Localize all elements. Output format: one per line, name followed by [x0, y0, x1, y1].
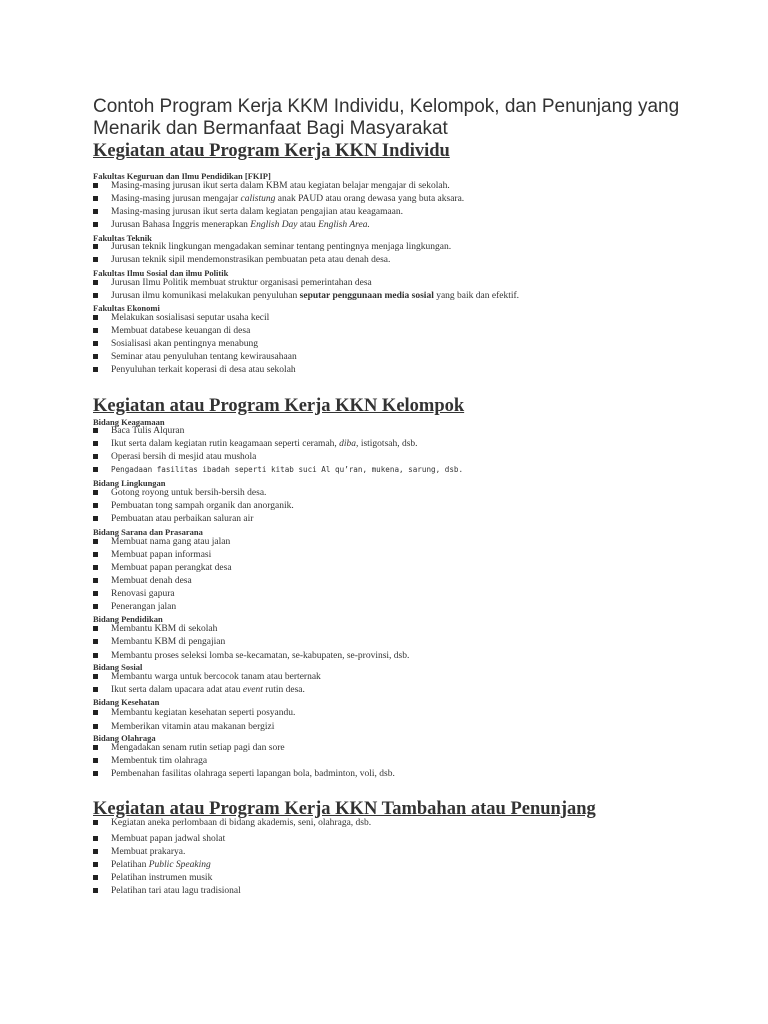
- group-label: Bidang Olahraga: [93, 733, 156, 743]
- square-bullet-icon: [93, 244, 98, 249]
- square-bullet-icon: [93, 639, 98, 644]
- list-item-text: Membantu KBM di sekolah: [111, 624, 218, 634]
- square-bullet-icon: [93, 836, 98, 841]
- group-label: Bidang Pendidikan: [93, 614, 163, 624]
- list-item-text: Membentuk tim olahraga: [111, 756, 208, 766]
- list-item-text: Masing-masing jurusan ikut serta dalam KBM atau kegiatan belajar mengajar di sekolah.: [111, 181, 450, 191]
- list-item-text: Melakukan sosialisasi seputar usaha kecil: [111, 313, 270, 323]
- square-bullet-icon: [93, 222, 98, 227]
- square-bullet-icon: [93, 257, 98, 262]
- square-bullet-icon: [93, 578, 98, 583]
- square-bullet-icon: [93, 280, 98, 285]
- square-bullet-icon: [93, 428, 98, 433]
- list-item-text: Membuat nama gang atau jalan: [111, 537, 231, 547]
- list-item-text: Membantu kegiatan kesehatan seperti posyandu.: [111, 708, 296, 718]
- list-item-text: Pelatihan Public Speaking: [111, 860, 211, 870]
- group-label: Bidang Keagamaan: [93, 417, 165, 427]
- list-item-text: Jurusan Ilmu Politik membuat struktur organisasi pemerintahan desa: [111, 278, 372, 288]
- square-bullet-icon: [93, 341, 98, 346]
- list-item-text: Masing-masing jurusan mengajar calistung anak PAUD atau orang dewasa yang buta aksara.: [111, 194, 465, 204]
- list-item-text: Ikut serta dalam upacara adat atau event rutin desa.: [111, 685, 305, 695]
- section-heading: Kegiatan atau Program Kerja KKN Kelompok: [93, 396, 465, 416]
- group-label: Bidang Sarana dan Prasarana: [93, 527, 203, 537]
- square-bullet-icon: [93, 209, 98, 214]
- group-label: Bidang Kesehatan: [93, 697, 160, 707]
- list-item-text: Operasi bersih di mesjid atau mushola: [111, 452, 257, 462]
- list-item-text: Mengadakan senam rutin setiap pagi dan sore: [111, 743, 285, 753]
- list-item-text: Pembenahan fasilitas olahraga seperti lapangan bola, badminton, voli, dsb.: [111, 769, 395, 779]
- square-bullet-icon: [93, 516, 98, 521]
- group-label: Fakultas Teknik: [93, 233, 152, 243]
- list-item-text: Jurusan Bahasa Inggris menerapkan English Day atau English Area.: [111, 220, 370, 230]
- list-item-text: Membantu KBM di pengajian: [111, 637, 226, 647]
- list-item-text: Pembuatan atau perbaikan saluran air: [111, 514, 254, 524]
- list-item-text: Pelatihan instrumen musik: [111, 873, 213, 883]
- square-bullet-icon: [93, 183, 98, 188]
- list-item-text: Penyuluhan terkait koperasi di desa atau sekolah: [111, 365, 296, 375]
- section-heading: Kegiatan atau Program Kerja KKN Individu: [93, 141, 450, 161]
- list-item-text: Sosialisasi akan pentingnya menabung: [111, 339, 258, 349]
- list-item-text: Membuat papan jadwal sholat: [111, 834, 226, 844]
- list-item-text: Jurusan teknik sipil mendemonstrasikan pembuatan peta atau denah desa.: [111, 255, 391, 265]
- square-bullet-icon: [93, 441, 98, 446]
- square-bullet-icon: [93, 454, 98, 459]
- square-bullet-icon: [93, 710, 98, 715]
- list-item-text: Jurusan ilmu komunikasi melakukan penyuluhan seputar penggunaan media sosial yang baik dan efektif.: [111, 291, 520, 301]
- square-bullet-icon: [93, 724, 98, 729]
- square-bullet-icon: [93, 565, 98, 570]
- list-item-text: Pembuatan tong sampah organik dan anorganik.: [111, 501, 294, 511]
- square-bullet-icon: [93, 490, 98, 495]
- square-bullet-icon: [93, 604, 98, 609]
- list-item-text: Ikut serta dalam kegiatan rutin keagamaan seperti ceramah, diba, istigotsah, dsb.: [111, 439, 418, 449]
- list-item-text: Memberikan vitamin atau makanan bergizi: [111, 722, 275, 732]
- group-label: Fakultas Ekonomi: [93, 303, 160, 313]
- square-bullet-icon: [93, 875, 98, 880]
- square-bullet-icon: [93, 653, 98, 658]
- square-bullet-icon: [93, 674, 98, 679]
- square-bullet-icon: [93, 888, 98, 893]
- square-bullet-icon: [93, 862, 98, 867]
- list-item-text: Penerangan jalan: [111, 602, 177, 612]
- list-item-text: Membuat denah desa: [111, 576, 192, 586]
- list-item-text: Membantu warga untuk bercocok tanam atau berternak: [111, 672, 321, 682]
- list-item-text: Renovasi gapura: [111, 589, 175, 599]
- list-item-text: Baca Tulis Alquran: [111, 426, 185, 436]
- list-item-text: Gotong royong untuk bersih-bersih desa.: [111, 488, 267, 498]
- list-item-text: Pengadaan fasilitas ibadah seperti kitab suci Al qu’ran, mukena, sarung, dsb.: [111, 465, 464, 474]
- list-item-text: Pelatihan tari atau lagu tradisional: [111, 886, 241, 896]
- square-bullet-icon: [93, 539, 98, 544]
- list-item-text: Membuat papan perangkat desa: [111, 563, 232, 573]
- square-bullet-icon: [93, 467, 98, 472]
- document-title: Contoh Program Kerja KKM Individu, Kelompok, dan Penunjang yang Menarik dan Bermanfaat Bagi Masyarakat: [93, 96, 680, 139]
- square-bullet-icon: [93, 687, 98, 692]
- list-item-text: Membuat prakarya.: [111, 847, 186, 857]
- group-label: Fakultas Keguruan dan Ilmu Pendidikan [FKIP]: [93, 171, 271, 181]
- square-bullet-icon: [93, 315, 98, 320]
- square-bullet-icon: [93, 552, 98, 557]
- square-bullet-icon: [93, 367, 98, 372]
- list-item-text: Membantu proses seleksi lomba se-kecamatan, se-kabupaten, se-provinsi, dsb.: [111, 651, 410, 661]
- group-label: Bidang Lingkungan: [93, 478, 166, 488]
- square-bullet-icon: [93, 758, 98, 763]
- square-bullet-icon: [93, 293, 98, 298]
- square-bullet-icon: [93, 745, 98, 750]
- group-label: Bidang Sosial: [93, 662, 143, 672]
- square-bullet-icon: [93, 626, 98, 631]
- square-bullet-icon: [93, 196, 98, 201]
- square-bullet-icon: [93, 503, 98, 508]
- section-heading: Kegiatan atau Program Kerja KKN Tambahan atau Penunjang: [93, 799, 596, 819]
- list-item-text: Kegiatan aneka perlombaan di bidang akademis, seni, olahraga, dsb.: [111, 818, 372, 828]
- square-bullet-icon: [93, 849, 98, 854]
- list-item-text: Membuat papan informasi: [111, 550, 212, 560]
- square-bullet-icon: [93, 771, 98, 776]
- list-item-text: Membuat databese keuangan di desa: [111, 326, 251, 336]
- square-bullet-icon: [93, 354, 98, 359]
- group-label: Fakultas Ilmu Sosial dan ilmu Politik: [93, 268, 229, 278]
- list-item-text: Masing-masing jurusan ikut serta dalam kegiatan pengajian atau keagamaan.: [111, 207, 404, 217]
- square-bullet-icon: [93, 591, 98, 596]
- list-item-text: Seminar atau penyuluhan tentang kewirausahaan: [111, 352, 297, 362]
- square-bullet-icon: [93, 328, 98, 333]
- square-bullet-icon: [93, 820, 98, 825]
- list-item-text: Jurusan teknik lingkungan mengadakan seminar tentang pentingnya menjaga lingkungan.: [111, 242, 452, 252]
